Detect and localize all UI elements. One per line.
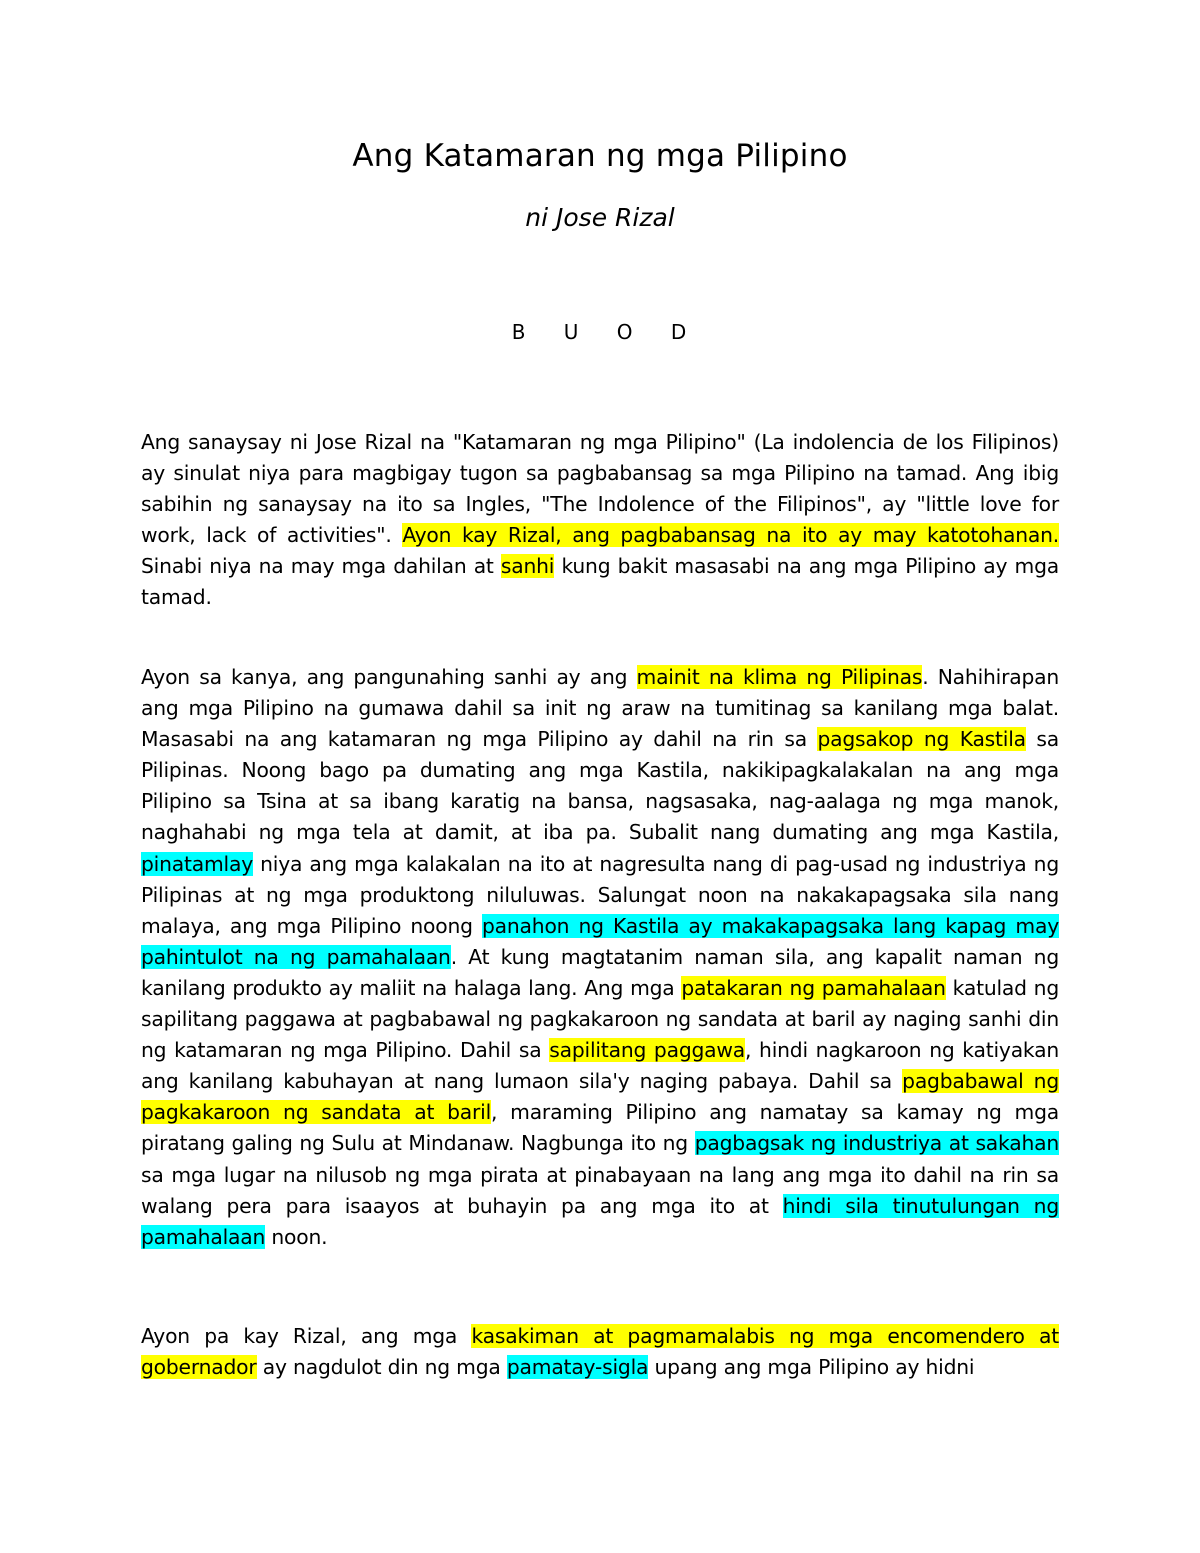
highlight-cyan: pamatay-sigla bbox=[506, 1355, 649, 1380]
section-heading: B U O D bbox=[511, 320, 689, 344]
text-segment: Ayon sa kanya, ang pangunahing sanhi ay ang bbox=[141, 665, 637, 689]
highlight-yellow: pagsakop ng Kastila bbox=[817, 727, 1026, 752]
text-segment: sa mga lugar na nilusob ng mga pirata at pinabayaan na lang ang mga ito dahil na rin sa walang pera para isaayos at buhayin pa ang mga ito at bbox=[141, 1162, 1059, 1218]
text-segment: Sinabi niya na may mga dahilan at bbox=[141, 554, 501, 579]
highlight-yellow: sanhi bbox=[500, 554, 555, 579]
highlight-cyan: panahon ng Kastila ay makakapagsaka lang kapag may pahintulot na ng pamahalaan bbox=[141, 913, 1060, 969]
text-segment: Ayon pa kay Rizal, ang mga bbox=[141, 1324, 472, 1348]
text-segment: katulad ng sapilitang paggawa at pagbabawal ng pagkakaroon ng sandata at baril ay naging sanhi din ng katamaran ng mga Pilipino. Dahil sa bbox=[141, 975, 1059, 1063]
highlight-yellow: patakaran ng pamahalaan bbox=[681, 975, 946, 1000]
text-segment: , hindi nagkaroon ng katiyakan ang kanilang kabuhayan at nang lumaon sila'y naging pabaya. Dahil sa bbox=[141, 1038, 1059, 1094]
highlight-yellow: pagbabawal ng pagkakaroon ng sandata at baril bbox=[141, 1069, 1059, 1125]
highlight-yellow: kasakiman at pagmamalabis ng mga encomendero at gobernador bbox=[141, 1324, 1060, 1380]
text-segment: ay nagdulot din ng mga bbox=[256, 1355, 507, 1380]
document-title: Ang Katamaran ng mga Pilipino bbox=[352, 138, 848, 174]
paragraph-1 bbox=[141, 427, 1059, 614]
text-segment: kung bakit masasabi na ang mga Pilipino ay mga tamad. bbox=[141, 554, 1059, 610]
highlight-yellow: mainit na klima ng Pilipinas bbox=[636, 665, 923, 689]
text-segment: upang ang mga Pilipino ay hidni bbox=[648, 1355, 975, 1380]
highlight-cyan: pagbagsak ng industriya at sakahan bbox=[694, 1131, 1059, 1156]
text-segment: . Nahihirapan ang mga Pilipino na gumawa dahil sa init ng araw na tumitinag sa kanilang mga balat. Masasabi na ang katamaran ng mga Pilipino ay dahil na rin sa bbox=[141, 665, 1060, 752]
text-segment: . At kung magtatanim naman sila, ang kapalit naman ng kanilang produkto ay maliit na halaga lang. Ang mga bbox=[141, 944, 1059, 1000]
text-segment: niya ang mga kalakalan na ito at nagresulta nang di pag-usad ng industriya ng Pilipinas at ng mga produktong niluluwas. Salungat noon na nakakapagsaka sila nang malaya, ang mga Pilipino noong bbox=[141, 851, 1059, 938]
text-segment: noon. bbox=[265, 1224, 328, 1249]
highlight-yellow: Ayon kay Rizal, ang pagbabansag na ito ay may katotohanan. bbox=[402, 523, 1059, 548]
paragraph-2 bbox=[141, 662, 1059, 1253]
highlight-cyan: hindi sila tinutulungan ng pamahalaan bbox=[141, 1193, 1059, 1249]
highlight-yellow: sapilitang paggawa bbox=[549, 1038, 746, 1063]
paragraph-3 bbox=[141, 1321, 1059, 1383]
highlight-cyan: pinatamlay bbox=[141, 851, 253, 876]
text-segment: Ang sanaysay ni Jose Rizal na "Katamaran ng mga Pilipino" (La indolencia de los Filipinos) ay sinulat niya para magbigay tugon sa pagbabansag sa mga Pilipino na tamad. Ang ibig sabihin ng sanaysay na ito sa Ingles, "The Indolence of the Filipinos", ay "little love for work, lack of activities". bbox=[141, 430, 1059, 548]
document-author: ni Jose Rizal bbox=[525, 203, 675, 232]
text-segment: , maraming Pilipino ang namatay sa kamay ng mga piratang galing ng Sulu at Mindanaw. Nagbunga ito ng bbox=[141, 1100, 1059, 1156]
text-segment: sa Pilipinas. Noong bago pa dumating ang mga Kastila, nakikipagkalakalan na ang mga Pilipino sa Tsina at sa ibang karatig na bansa, nagsasaka, nag-aalaga ng mga manok, naghahabi ng mga tela at damit, at iba pa. Subalit nang dumating ang mga Kastila, bbox=[141, 727, 1060, 845]
